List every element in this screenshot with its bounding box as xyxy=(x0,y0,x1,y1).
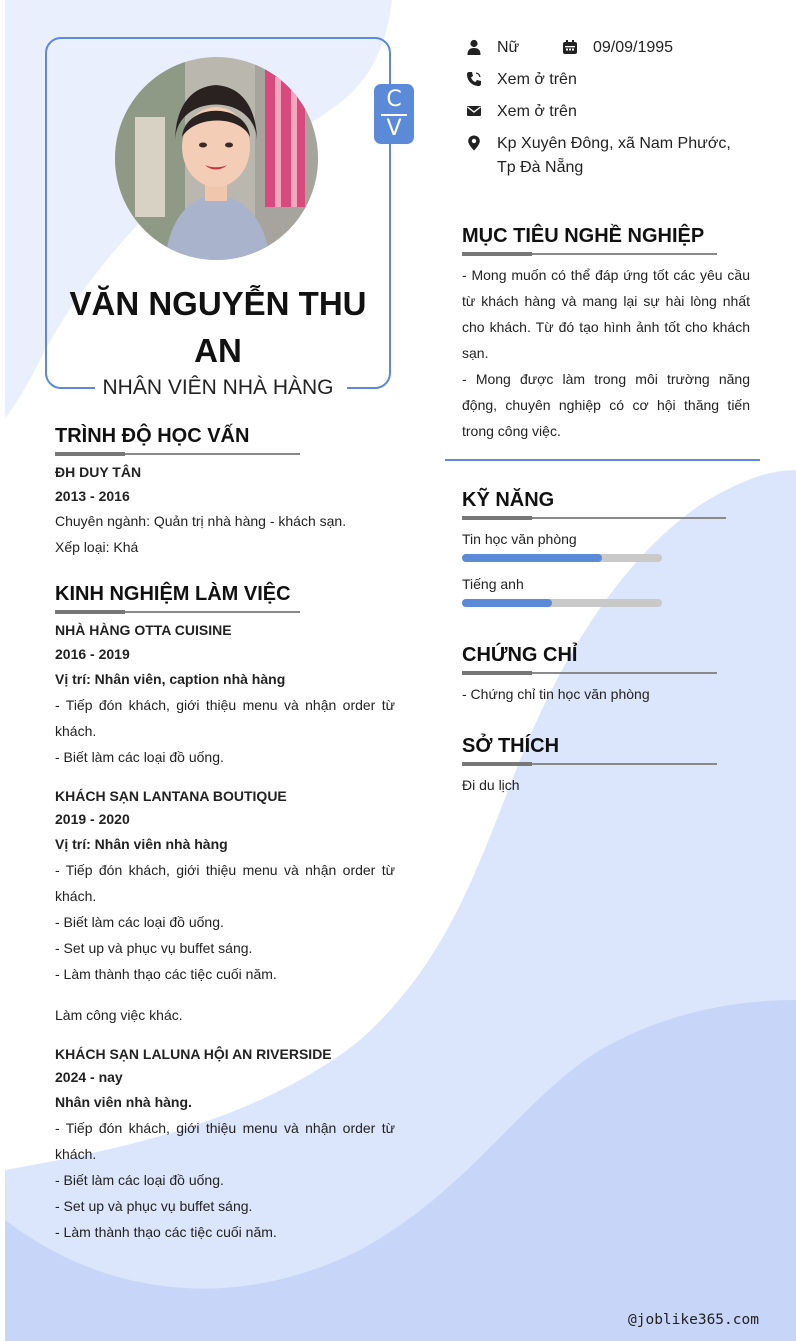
envelope-icon xyxy=(466,103,482,119)
location-pin-icon xyxy=(466,135,482,151)
objective-paragraph-1: - Mong muốn có thể đáp ứng tốt các yêu cầu từ khách hàng và mang lại sự hài lòng nhất cho khách. Từ đó tạo hình ảnh tốt cho khách sạn. xyxy=(462,267,750,361)
experience-title: KINH NGHIỆM LÀM VIỆC xyxy=(55,583,291,605)
job-duty: - Làm thành thạo các tiệc cuối năm. xyxy=(55,966,277,982)
job-position: Vị trí: Nhân viên, caption nhà hàng xyxy=(55,671,286,687)
skill-bar-fill xyxy=(462,599,552,607)
job-duty: - Set up và phục vụ buffet sáng. xyxy=(55,940,253,956)
skill-label: Tiếng anh xyxy=(462,576,524,592)
job-title: NHÂN VIÊN NHÀ HÀNG xyxy=(102,376,334,399)
job-years: 2019 - 2020 xyxy=(55,811,130,827)
hobby-item: Đi du lịch xyxy=(462,777,520,793)
address-line-2: Tp Đà Nẵng xyxy=(497,159,584,176)
job-years: 2024 - nay xyxy=(55,1069,123,1085)
objective-rule xyxy=(462,253,717,255)
job-duty: - Làm thành thạo các tiệc cuối năm. xyxy=(55,1224,277,1240)
education-rule xyxy=(55,453,300,455)
section-divider xyxy=(445,459,760,461)
certificates-rule xyxy=(462,672,717,674)
job-duty: - Tiếp đón khách, giới thiệu menu và nhận order từ khách. xyxy=(55,697,395,739)
education-grade: Xếp loại: Khá xyxy=(55,539,139,555)
profile-photo xyxy=(115,57,318,260)
job-duty: - Biết làm các loại đồ uống. xyxy=(55,1172,224,1188)
job-company: KHÁCH SẠN LALUNA HỘI AN RIVERSIDE xyxy=(55,1046,332,1062)
gender-text: Nữ xyxy=(497,39,520,56)
skills-rule xyxy=(462,517,726,519)
birthdate-text: 09/09/1995 xyxy=(593,39,674,56)
candidate-name: VĂN NGUYỄN THU AN xyxy=(69,285,367,369)
job-position: Nhân viên nhà hàng. xyxy=(55,1094,192,1110)
phone-icon xyxy=(466,71,482,87)
skill-bar-fill xyxy=(462,554,602,562)
certificates-title: CHỨNG CHỈ xyxy=(462,644,578,666)
skill-label: Tin học văn phòng xyxy=(462,531,577,547)
job-note: Làm công việc khác. xyxy=(55,1007,183,1023)
education-title: TRÌNH ĐỘ HỌC VẤN xyxy=(55,425,250,447)
objective-title: MỤC TIÊU NGHỀ NGHIỆP xyxy=(462,225,705,247)
user-icon xyxy=(466,39,482,55)
job-company: NHÀ HÀNG OTTA CUISINE xyxy=(55,622,232,638)
email-text: Xem ở trên xyxy=(497,103,577,120)
cv-badge-bottom: V xyxy=(386,116,402,141)
hobbies-rule xyxy=(462,763,717,765)
skill-bar xyxy=(462,599,662,607)
cv-badge xyxy=(374,84,414,144)
job-duty: - Tiếp đón khách, giới thiệu menu và nhận order từ khách. xyxy=(55,1120,395,1162)
experience-rule xyxy=(55,611,300,613)
job-duty: - Set up và phục vụ buffet sáng. xyxy=(55,1198,253,1214)
objective-paragraph-2: - Mong được làm trong môi trường năng động, chuyên nghiệp có cơ hội thăng tiến trong công việc. xyxy=(462,371,750,439)
job-duty: - Biết làm các loại đồ uống. xyxy=(55,749,224,765)
cv-badge-top: C xyxy=(386,87,402,112)
phone-text: Xem ở trên xyxy=(497,71,577,88)
job-company: KHÁCH SẠN LANTANA BOUTIQUE xyxy=(55,788,287,804)
job-years: 2016 - 2019 xyxy=(55,646,130,662)
skill-bar xyxy=(462,554,662,562)
certificate-item: - Chứng chỉ tin học văn phòng xyxy=(462,686,650,702)
skills-title: KỸ NĂNG xyxy=(462,489,555,511)
job-position: Vị trí: Nhân viên nhà hàng xyxy=(55,836,228,852)
watermark: @joblike365.com xyxy=(628,1312,759,1328)
hobbies-title: SỞ THÍCH xyxy=(462,735,560,757)
calendar-icon xyxy=(562,39,578,55)
address-line-1: Kp Xuyên Đông, xã Nam Phước, xyxy=(497,135,731,152)
job-duty: - Tiếp đón khách, giới thiệu menu và nhận order từ khách. xyxy=(55,862,395,904)
education-years: 2013 - 2016 xyxy=(55,488,130,504)
job-duty: - Biết làm các loại đồ uống. xyxy=(55,914,224,930)
education-major: Chuyên ngành: Quản trị nhà hàng - khách sạn. xyxy=(55,513,347,529)
education-school: ĐH DUY TÂN xyxy=(55,464,142,480)
